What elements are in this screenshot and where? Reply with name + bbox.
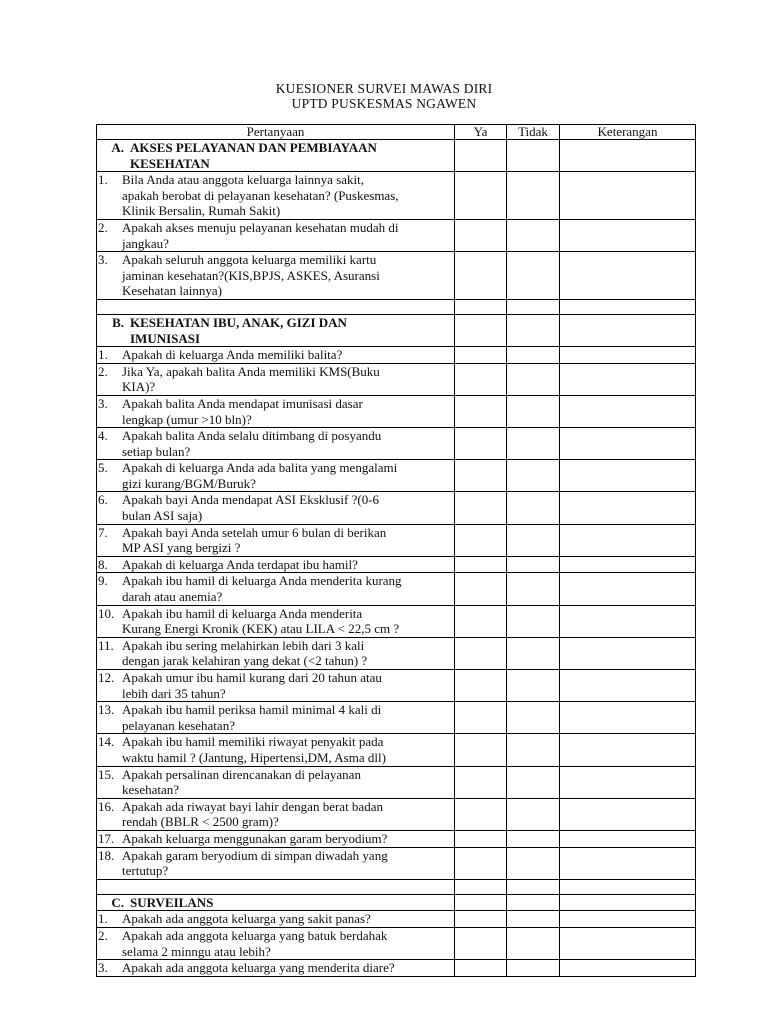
question bbox=[97, 670, 454, 701]
question-cell bbox=[97, 524, 455, 556]
question-cell bbox=[97, 734, 455, 766]
answer-ya-cell[interactable] bbox=[455, 911, 507, 928]
keterangan-cell[interactable] bbox=[560, 960, 696, 977]
question-row bbox=[97, 734, 696, 766]
keterangan-cell[interactable] bbox=[560, 766, 696, 798]
spacer-cell bbox=[560, 879, 696, 894]
document-subtitle: UPTD PUSKESMAS NGAWEN bbox=[291, 96, 477, 111]
keterangan-cell[interactable] bbox=[560, 556, 696, 573]
question bbox=[97, 557, 454, 573]
question-cell bbox=[97, 927, 455, 959]
section-title-line: AKSES PELAYANAN DAN PEMBIAYAAN bbox=[130, 140, 377, 155]
answer-ya-cell[interactable] bbox=[455, 573, 507, 605]
section-title-line: IMUNISASI bbox=[130, 330, 201, 346]
keterangan-cell[interactable] bbox=[560, 847, 696, 879]
answer-tidak-cell[interactable] bbox=[507, 252, 560, 300]
spacer-cell bbox=[97, 299, 455, 314]
question-text-line: Apakah garam beryodium di simpan diwadah yang bbox=[122, 847, 388, 863]
question-number: 2. bbox=[98, 219, 108, 235]
question-text-line: MP ASI yang bergizi ? bbox=[122, 540, 241, 556]
question-text-line: waktu hamil ? (Jantung, Hipertensi,DM, Asma dll) bbox=[122, 749, 386, 765]
answer-tidak-cell[interactable] bbox=[507, 734, 560, 766]
question-text bbox=[122, 606, 454, 637]
section-title-cell bbox=[97, 894, 455, 911]
keterangan-cell[interactable] bbox=[560, 347, 696, 364]
question-text-line: gizi kurang/BGM/Buruk? bbox=[122, 475, 256, 491]
column-header-ya: Ya bbox=[455, 125, 507, 140]
question-text-line: Apakah balita Anda selalu ditimbang di posyandu bbox=[122, 428, 382, 444]
question-row bbox=[97, 573, 696, 605]
question-row bbox=[97, 637, 696, 669]
question-row bbox=[97, 219, 696, 251]
column-header-tidak: Tidak bbox=[507, 125, 560, 140]
question-text-line: bulan ASI saja) bbox=[122, 508, 203, 524]
answer-ya-cell[interactable] bbox=[455, 830, 507, 847]
question-row bbox=[97, 605, 696, 637]
question-text bbox=[122, 347, 454, 363]
answer-ya-cell[interactable] bbox=[455, 347, 507, 364]
keterangan-cell[interactable] bbox=[560, 830, 696, 847]
answer-ya-cell[interactable] bbox=[455, 894, 507, 911]
keterangan-cell[interactable] bbox=[560, 524, 696, 556]
section-letter: A. bbox=[111, 140, 124, 155]
question-number: 3. bbox=[98, 960, 108, 976]
answer-tidak-cell[interactable] bbox=[507, 140, 560, 172]
question-row bbox=[97, 556, 696, 573]
section-title-line: KESEHATAN IBU, ANAK, GIZI DAN bbox=[130, 314, 347, 330]
keterangan-cell[interactable] bbox=[560, 702, 696, 734]
section-header-row bbox=[97, 894, 696, 911]
answer-tidak-cell[interactable] bbox=[507, 524, 560, 556]
question-text-line: Apakah di keluarga Anda memiliki balita? bbox=[122, 347, 343, 363]
question-text bbox=[122, 460, 454, 491]
question-text bbox=[122, 670, 454, 701]
question bbox=[97, 492, 454, 523]
answer-tidak-cell[interactable] bbox=[507, 172, 560, 220]
keterangan-cell[interactable] bbox=[560, 219, 696, 251]
question-cell bbox=[97, 573, 455, 605]
question-text-line: Kurang Energi Kronik (KEK) atau LILA < 22,5 cm ? bbox=[122, 621, 400, 637]
question-cell bbox=[97, 556, 455, 573]
answer-ya-cell[interactable] bbox=[455, 252, 507, 300]
keterangan-cell[interactable] bbox=[560, 395, 696, 427]
answer-ya-cell[interactable] bbox=[455, 637, 507, 669]
question-row bbox=[97, 960, 696, 977]
question bbox=[97, 911, 454, 927]
question bbox=[97, 831, 454, 847]
question-text-line: darah atau anemia? bbox=[122, 589, 223, 605]
question-text-line: lengkap (umur >10 bln)? bbox=[122, 411, 252, 427]
question-text-line: Apakah ada anggota keluarga yang sakit panas? bbox=[122, 911, 371, 927]
question-text-line: Apakah ada riwayat bayi lahir dengan berat badan bbox=[122, 798, 383, 814]
question-text bbox=[122, 848, 454, 879]
question-text-line: Apakah keluarga menggunakan garam beryodium? bbox=[122, 830, 388, 846]
section-title bbox=[130, 140, 454, 171]
section-title-cell bbox=[97, 314, 455, 346]
question-row bbox=[97, 492, 696, 524]
question-number: 11. bbox=[98, 637, 114, 653]
question-text bbox=[122, 557, 454, 573]
question-number: 6. bbox=[98, 492, 108, 508]
section-title bbox=[130, 895, 454, 911]
question-cell bbox=[97, 219, 455, 251]
keterangan-cell[interactable] bbox=[560, 670, 696, 702]
question bbox=[97, 525, 454, 556]
answer-ya-cell[interactable] bbox=[455, 363, 507, 395]
question-text bbox=[122, 928, 454, 959]
answer-tidak-cell[interactable] bbox=[507, 428, 560, 460]
keterangan-cell[interactable] bbox=[560, 734, 696, 766]
spacer-cell bbox=[507, 879, 560, 894]
question-text-line: Apakah umur ibu hamil kurang dari 20 tahun atau bbox=[122, 670, 382, 685]
question-number: 3. bbox=[98, 252, 108, 268]
question-row bbox=[97, 670, 696, 702]
keterangan-cell[interactable] bbox=[560, 927, 696, 959]
question-cell bbox=[97, 347, 455, 364]
question-row bbox=[97, 766, 696, 798]
answer-ya-cell[interactable] bbox=[455, 556, 507, 573]
questionnaire-table bbox=[96, 124, 696, 977]
question-text bbox=[122, 702, 454, 733]
question-row bbox=[97, 911, 696, 928]
question-cell bbox=[97, 428, 455, 460]
question-text-line: Apakah ibu hamil periksa hamil minimal 4 kali di bbox=[122, 702, 382, 718]
question-row bbox=[97, 172, 696, 220]
question bbox=[97, 460, 454, 491]
question-text-line: pelayanan kesehatan? bbox=[122, 717, 235, 733]
question-text-line: apakah berobat di pelayanan kesehatan? (Puskesmas, bbox=[122, 187, 399, 203]
answer-tidak-cell[interactable] bbox=[507, 637, 560, 669]
section-letter: C. bbox=[111, 894, 124, 910]
answer-ya-cell[interactable] bbox=[455, 798, 507, 830]
question bbox=[97, 848, 454, 879]
answer-tidak-cell[interactable] bbox=[507, 894, 560, 911]
spacer-cell bbox=[455, 299, 507, 314]
question-number: 10. bbox=[98, 605, 115, 621]
question-text-line: Apakah di keluarga Anda ada balita yang mengalami bbox=[122, 460, 398, 476]
question-cell bbox=[97, 252, 455, 300]
answer-tidak-cell[interactable] bbox=[507, 347, 560, 364]
answer-ya-cell[interactable] bbox=[455, 670, 507, 702]
spacer-cell bbox=[560, 299, 696, 314]
section-header-row bbox=[97, 314, 696, 346]
answer-tidak-cell[interactable] bbox=[507, 847, 560, 879]
answer-ya-cell[interactable] bbox=[455, 605, 507, 637]
answer-tidak-cell[interactable] bbox=[507, 605, 560, 637]
keterangan-cell[interactable] bbox=[560, 252, 696, 300]
question-text-line: Apakah ada anggota keluarga yang menderita diare? bbox=[122, 960, 395, 976]
question-text bbox=[122, 172, 454, 219]
answer-tidak-cell[interactable] bbox=[507, 573, 560, 605]
question-text-line: Apakah bayi Anda setelah umur 6 bulan di berikan bbox=[122, 524, 387, 540]
question-cell bbox=[97, 605, 455, 637]
keterangan-cell[interactable] bbox=[560, 363, 696, 395]
keterangan-cell[interactable] bbox=[560, 460, 696, 492]
question-row bbox=[97, 830, 696, 847]
question-cell bbox=[97, 766, 455, 798]
question-cell bbox=[97, 847, 455, 879]
question-number: 2. bbox=[98, 927, 108, 943]
question-cell bbox=[97, 637, 455, 669]
answer-ya-cell[interactable] bbox=[455, 219, 507, 251]
section-title bbox=[130, 315, 454, 346]
question-number: 14. bbox=[98, 734, 115, 750]
section-heading bbox=[97, 315, 454, 346]
section-title-cell bbox=[97, 140, 455, 172]
question-cell bbox=[97, 830, 455, 847]
question-text-line: Apakah ibu sering melahirkan lebih dari 3 kali bbox=[122, 637, 365, 653]
question-text bbox=[122, 364, 454, 395]
answer-tidak-cell[interactable] bbox=[507, 927, 560, 959]
question-text-line: Apakah ibu hamil di keluarga Anda menderita kurang bbox=[122, 573, 402, 589]
question-text-line: lebih dari 35 tahun? bbox=[122, 685, 226, 701]
section-heading bbox=[97, 895, 454, 911]
question-text bbox=[122, 252, 454, 299]
answer-ya-cell[interactable] bbox=[455, 847, 507, 879]
question-text bbox=[122, 831, 454, 847]
question-row bbox=[97, 927, 696, 959]
question bbox=[97, 252, 454, 299]
question bbox=[97, 702, 454, 733]
question-text-line: Apakah ada anggota keluarga yang batuk berdahak bbox=[122, 927, 388, 943]
question-text-line: dengan jarak kelahiran yang dekat (<2 tahun) ? bbox=[122, 653, 368, 669]
question-cell bbox=[97, 363, 455, 395]
question-number: 18. bbox=[98, 847, 115, 863]
question-number: 16. bbox=[98, 798, 115, 814]
section-letter: B. bbox=[112, 314, 124, 330]
column-header-pertanyaan: Pertanyaan bbox=[97, 125, 455, 140]
spacer-cell bbox=[97, 879, 455, 894]
table-header-row bbox=[97, 125, 696, 140]
question-text-line: Apakah akses menuju pelayanan kesehatan mudah di bbox=[122, 219, 399, 235]
question bbox=[97, 396, 454, 427]
question-text-line: jaminan kesehatan?(KIS,BPJS, ASKES, Asuransi bbox=[122, 267, 380, 283]
question-number: 8. bbox=[98, 556, 108, 572]
question-text bbox=[122, 492, 454, 523]
question-text bbox=[122, 734, 454, 765]
answer-tidak-cell[interactable] bbox=[507, 314, 560, 346]
question bbox=[97, 734, 454, 765]
question-text-line: Apakah balita Anda mendapat imunisasi dasar bbox=[122, 395, 363, 411]
question bbox=[97, 638, 454, 669]
keterangan-cell[interactable] bbox=[560, 172, 696, 220]
question-text-line: Klinik Bersalin, Rumah Sakit) bbox=[122, 203, 281, 219]
spacer-cell bbox=[507, 299, 560, 314]
question-row bbox=[97, 395, 696, 427]
answer-tidak-cell[interactable] bbox=[507, 492, 560, 524]
question-row bbox=[97, 252, 696, 300]
question-text-line: Apakah seluruh anggota keluarga memiliki kartu bbox=[122, 252, 377, 268]
question-row bbox=[97, 798, 696, 830]
answer-ya-cell[interactable] bbox=[455, 172, 507, 220]
question-cell bbox=[97, 460, 455, 492]
question-text-line: setiap bulan? bbox=[122, 443, 191, 459]
keterangan-cell[interactable] bbox=[560, 637, 696, 669]
question-text bbox=[122, 428, 454, 459]
question bbox=[97, 928, 454, 959]
question bbox=[97, 606, 454, 637]
question-number: 9. bbox=[98, 573, 108, 589]
question-number: 1. bbox=[98, 172, 108, 188]
answer-tidak-cell[interactable] bbox=[507, 363, 560, 395]
question-number: 1. bbox=[98, 347, 108, 363]
question-text-line: selama 2 minngu atau lebih? bbox=[122, 943, 271, 959]
question-text-line: KIA)? bbox=[122, 379, 156, 395]
question-text-line: Apakah persalinan direncanakan di pelayanan bbox=[122, 766, 361, 782]
keterangan-cell[interactable] bbox=[560, 894, 696, 911]
question-text bbox=[122, 638, 454, 669]
keterangan-cell[interactable] bbox=[560, 573, 696, 605]
question-text bbox=[122, 220, 454, 251]
answer-tidak-cell[interactable] bbox=[507, 960, 560, 977]
column-header-keterangan: Keterangan bbox=[560, 125, 696, 140]
question-number: 1. bbox=[98, 911, 108, 927]
question-text bbox=[122, 960, 454, 976]
question-text-line: Apakah bayi Anda mendapat ASI Eksklusif ?(0-6 bbox=[122, 492, 380, 508]
question-cell bbox=[97, 798, 455, 830]
answer-ya-cell[interactable] bbox=[455, 460, 507, 492]
answer-tidak-cell[interactable] bbox=[507, 911, 560, 928]
question bbox=[97, 347, 454, 363]
answer-ya-cell[interactable] bbox=[455, 960, 507, 977]
keterangan-cell[interactable] bbox=[560, 798, 696, 830]
answer-tidak-cell[interactable] bbox=[507, 219, 560, 251]
answer-ya-cell[interactable] bbox=[455, 428, 507, 460]
question bbox=[97, 960, 454, 976]
section-heading bbox=[97, 140, 454, 171]
spacer-cell bbox=[455, 879, 507, 894]
question-text bbox=[122, 911, 454, 927]
question bbox=[97, 428, 454, 459]
question-text bbox=[122, 799, 454, 830]
question-cell bbox=[97, 670, 455, 702]
answer-tidak-cell[interactable] bbox=[507, 798, 560, 830]
question-number: 2. bbox=[98, 363, 108, 379]
question-cell bbox=[97, 702, 455, 734]
keterangan-cell[interactable] bbox=[560, 140, 696, 172]
section-header-row bbox=[97, 140, 696, 172]
question-number: 17. bbox=[98, 830, 115, 846]
keterangan-cell[interactable] bbox=[560, 911, 696, 928]
question-text-line: jangkau? bbox=[122, 235, 169, 251]
keterangan-cell[interactable] bbox=[560, 428, 696, 460]
question bbox=[97, 364, 454, 395]
answer-tidak-cell[interactable] bbox=[507, 702, 560, 734]
question-number: 15. bbox=[98, 766, 115, 782]
question-number: 12. bbox=[98, 670, 115, 685]
answer-tidak-cell[interactable] bbox=[507, 556, 560, 573]
question-cell bbox=[97, 911, 455, 928]
spacer-row bbox=[97, 299, 696, 314]
answer-tidak-cell[interactable] bbox=[507, 830, 560, 847]
spacer-row bbox=[97, 879, 696, 894]
question-text-line: tertutup? bbox=[122, 863, 169, 879]
keterangan-cell[interactable] bbox=[560, 605, 696, 637]
answer-ya-cell[interactable] bbox=[455, 524, 507, 556]
question-row bbox=[97, 428, 696, 460]
questionnaire-body bbox=[97, 140, 696, 977]
question-text-line: Apakah ibu hamil di keluarga Anda menderita bbox=[122, 605, 363, 621]
question-text-line: Kesehatan lainnya) bbox=[122, 283, 222, 299]
question-text-line: rendah (BBLR < 2500 gram)? bbox=[122, 814, 279, 830]
question-number: 13. bbox=[98, 702, 115, 718]
answer-tidak-cell[interactable] bbox=[507, 395, 560, 427]
question bbox=[97, 767, 454, 798]
section-title-line: KESEHATAN bbox=[130, 155, 210, 171]
answer-tidak-cell[interactable] bbox=[507, 766, 560, 798]
answer-ya-cell[interactable] bbox=[455, 927, 507, 959]
question bbox=[97, 172, 454, 219]
question-row bbox=[97, 363, 696, 395]
question-cell bbox=[97, 492, 455, 524]
document-title: KUESIONER SURVEI MAWAS DIRI bbox=[275, 81, 493, 96]
answer-ya-cell[interactable] bbox=[455, 395, 507, 427]
question-row bbox=[97, 702, 696, 734]
answer-tidak-cell[interactable] bbox=[507, 460, 560, 492]
question bbox=[97, 799, 454, 830]
answer-ya-cell[interactable] bbox=[455, 314, 507, 346]
question-text-line: Bila Anda atau anggota keluarga lainnya sakit, bbox=[122, 172, 364, 188]
question-row bbox=[97, 347, 696, 364]
question-text-line: kesehatan? bbox=[122, 782, 180, 798]
question-text bbox=[122, 525, 454, 556]
question-row bbox=[97, 524, 696, 556]
question-number: 5. bbox=[98, 460, 108, 476]
question-text-line: Apakah ibu hamil memiliki riwayat penyakit pada bbox=[122, 734, 384, 750]
question-cell bbox=[97, 395, 455, 427]
question-number: 4. bbox=[98, 428, 108, 444]
question-row bbox=[97, 460, 696, 492]
answer-ya-cell[interactable] bbox=[455, 766, 507, 798]
answer-tidak-cell[interactable] bbox=[507, 670, 560, 702]
answer-ya-cell[interactable] bbox=[455, 492, 507, 524]
question-number: 3. bbox=[98, 395, 108, 411]
question-text-line: Apakah di keluarga Anda terdapat ibu hamil? bbox=[122, 556, 358, 572]
answer-ya-cell[interactable] bbox=[455, 702, 507, 734]
answer-ya-cell[interactable] bbox=[455, 140, 507, 172]
keterangan-cell[interactable] bbox=[560, 314, 696, 346]
question-row bbox=[97, 847, 696, 879]
section-title-line: SURVEILANS bbox=[130, 894, 214, 910]
question-text bbox=[122, 396, 454, 427]
answer-ya-cell[interactable] bbox=[455, 734, 507, 766]
question-number: 7. bbox=[98, 524, 108, 540]
question-cell bbox=[97, 960, 455, 977]
question bbox=[97, 220, 454, 251]
question-text-line: Jika Ya, apakah balita Anda memiliki KMS(Buku bbox=[122, 363, 380, 379]
question-text bbox=[122, 767, 454, 798]
question bbox=[97, 573, 454, 604]
question-cell bbox=[97, 172, 455, 220]
question-text bbox=[122, 573, 454, 604]
keterangan-cell[interactable] bbox=[560, 492, 696, 524]
